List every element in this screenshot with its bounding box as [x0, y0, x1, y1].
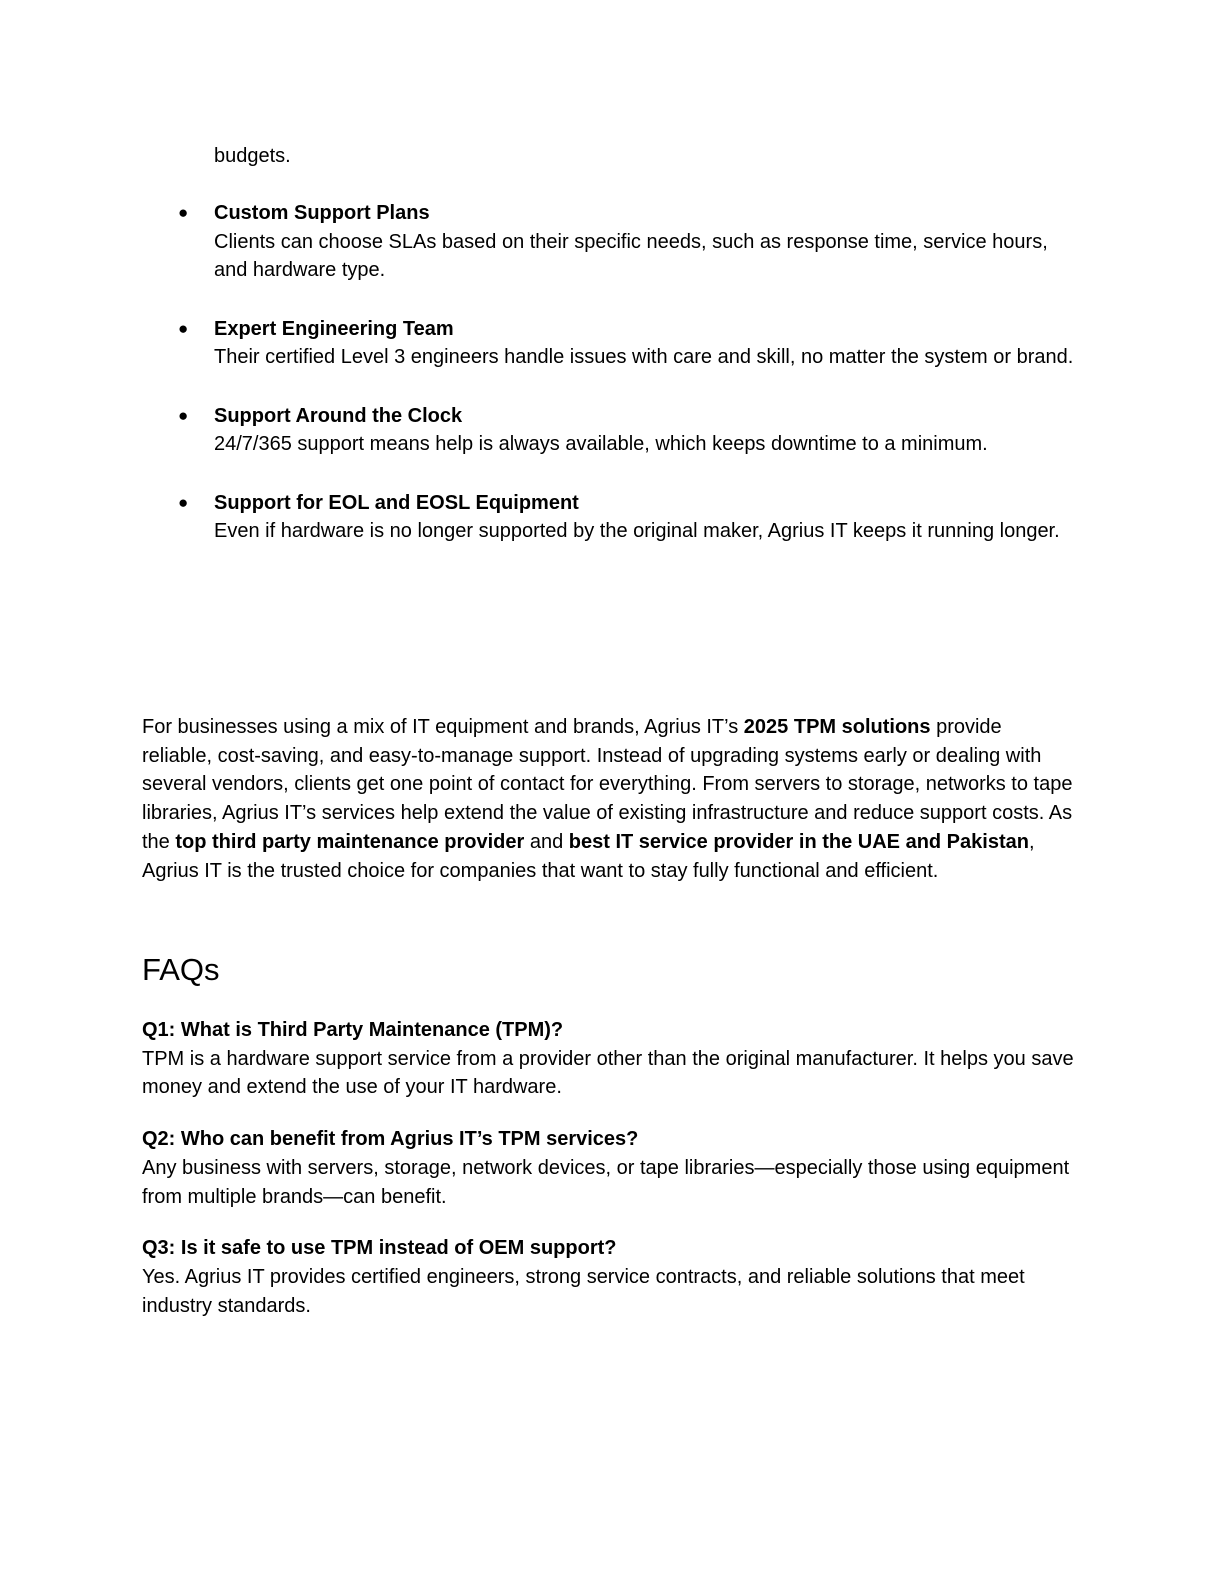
summary-text: and	[524, 830, 569, 853]
faq-answer: Yes. Agrius IT provides certified engineers, strong service contracts, and reliable solutions that meet industry standards.	[142, 1265, 1025, 1317]
faq-item	[142, 1125, 1082, 1211]
faq-answer: TPM is a hardware support service from a provider other than the original manufacturer. It helps you save money and extend the use of your IT hardware.	[142, 1047, 1074, 1099]
summary-text: For businesses using a mix of IT equipment and brands, Agrius IT’s	[142, 716, 744, 738]
faq-question: Q3: Is it safe to use TPM instead of OEM support?	[142, 1237, 617, 1260]
bullet-item	[142, 315, 1082, 372]
bullet-description: Even if hardware is no longer supported by the original maker, Agrius IT keeps it running longer.	[214, 520, 1060, 543]
summary-text: , Agrius IT is the trusted choice for companies that want to stay fully functional and efficient.	[142, 830, 1035, 882]
faq-list	[142, 1016, 1082, 1343]
bullet-title: Expert Engineering Team	[214, 317, 454, 340]
bullet-description: Their certified Level 3 engineers handle issues with care and skill, no matter the system or brand.	[214, 346, 1074, 369]
bullet-title: Support for EOL and EOSL Equipment	[214, 491, 579, 514]
bullet-description: 24/7/365 support means help is always available, which keeps downtime to a minimum.	[214, 433, 988, 456]
bullet-item	[142, 402, 1082, 459]
bullet-title: Support Around the Clock	[214, 404, 463, 427]
summary-text: provide reliable, cost-saving, and easy-to-manage support. Instead of upgrading systems early or dealing with several vendors, clients get one point of contact for everything. From servers to storage, networks to tape libraries, Agrius IT’s services help extend the value of existing infrastructure and reduce support costs. As the	[142, 716, 1073, 853]
bullet-title: Custom Support Plans	[214, 202, 430, 224]
bullet-dot-icon: ●	[178, 318, 189, 338]
faq-item	[142, 1234, 1082, 1320]
features-bullet-list	[142, 199, 1082, 576]
faq-item	[142, 1016, 1082, 1102]
bullet-item	[142, 199, 1082, 285]
bullet-description: Clients can choose SLAs based on their specific needs, such as response time, service hours, and hardware type.	[214, 230, 1048, 282]
faq-answer: Any business with servers, storage, network devices, or tape libraries—especially those using equipment from multiple brands—can benefit.	[142, 1156, 1070, 1208]
bullet-item	[142, 489, 1082, 546]
faq-question: Q2: Who can benefit from Agrius IT’s TPM services?	[142, 1128, 639, 1151]
summary-bold-text: best IT service provider in the UAE and Pakistan	[568, 830, 1029, 853]
bullet-dot-icon: ●	[178, 492, 189, 512]
summary-bold-text: top third party maintenance provider	[175, 830, 525, 853]
continuation-text: budgets.	[214, 145, 291, 167]
bullet-dot-icon: ●	[178, 203, 189, 222]
bullet-dot-icon: ●	[178, 405, 189, 425]
summary-bold-text: 2025 TPM solutions	[743, 716, 931, 738]
summary-paragraph	[142, 713, 1077, 885]
faq-heading: FAQs	[142, 952, 220, 987]
faq-question: Q1: What is Third Party Maintenance (TPM)?	[142, 1019, 564, 1041]
